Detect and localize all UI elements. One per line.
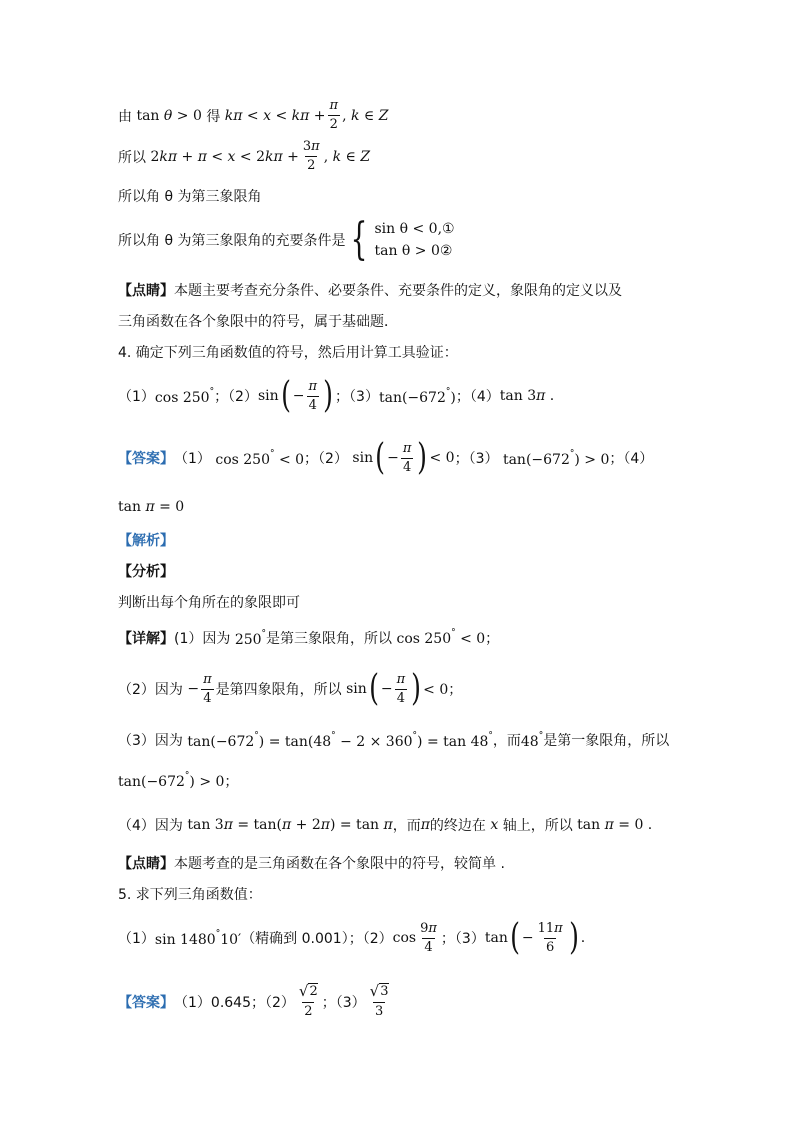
paren: ) xyxy=(323,375,333,416)
math: π xyxy=(420,817,430,833)
detail-tag: 【详解】 xyxy=(118,631,174,647)
text: 是第三象限角，所以 xyxy=(266,631,393,647)
math: sin 1480°10′ xyxy=(154,928,242,948)
text: 所以角 θ 为第三象限角 xyxy=(118,189,262,205)
text: 由 xyxy=(118,108,132,125)
fraction: $\frac{\pi}{2}$ xyxy=(329,98,339,132)
detail-1 xyxy=(118,628,499,648)
sqrt: √ 2 xyxy=(298,982,318,1000)
question-title: 5. 求下列三角函数值： xyxy=(118,887,262,903)
text: 所以 xyxy=(118,149,146,166)
sqrt: √ 3 xyxy=(369,982,389,1000)
brace: { xyxy=(351,214,368,265)
math: tan π = 0 xyxy=(118,499,185,515)
fraction: $\frac{11\pi}{6}$ xyxy=(537,920,563,955)
math: tan(−672°) = tan(48° − 2 × 360°) = tan 48° xyxy=(182,730,493,750)
fraction: $\frac{\pi}{4}$ xyxy=(203,671,212,706)
answer-4: 【答案】 （1） cos 250° < 0 ；（2） sin ( − $\frac{\pi}{4}$ ) < 0 ；（3） tan(−672°) > 0 ；（4） xyxy=(118,437,654,478)
math: tan(−672°) xyxy=(378,386,456,406)
answer-5 xyxy=(118,983,393,1020)
answer-4-line-2 xyxy=(118,499,184,515)
text: （4）因为 xyxy=(118,818,183,834)
math: , k ∈ Z xyxy=(323,148,371,165)
item-label: ；（3） xyxy=(440,931,485,947)
text: 轴上，所以 xyxy=(502,818,573,834)
fenxi-header xyxy=(118,561,174,581)
text: 得 xyxy=(206,108,221,125)
answer-part: （1）0.645；（2） xyxy=(174,994,295,1011)
math: sin xyxy=(341,681,367,697)
question-4-title xyxy=(118,342,458,362)
system-row: tan θ > 0② xyxy=(374,243,453,259)
comment-1 xyxy=(118,280,622,300)
derivation-line-1 xyxy=(118,98,388,133)
comment-text: 本题主要考查充分条件、必要条件、充要条件的定义，象限角的定义以及 xyxy=(174,283,622,299)
detail-3 xyxy=(118,730,669,750)
math: tan(−672°) > 0； xyxy=(118,771,239,790)
math: cos xyxy=(392,930,417,946)
paren: ( xyxy=(368,668,379,709)
comment-text: 三角函数在各个象限中的符号，属于基础题． xyxy=(118,314,398,330)
paren: ( xyxy=(375,437,386,478)
answer-part: ；（4） xyxy=(609,451,654,467)
text: （3）因为 xyxy=(118,733,183,749)
math: 2kπ + π < x < 2kπ + xyxy=(146,148,299,165)
analysis-header xyxy=(118,530,174,550)
equation-system xyxy=(374,218,454,262)
text: ，而 xyxy=(492,733,521,749)
math: x xyxy=(485,817,503,833)
item-label: ；（4） xyxy=(455,389,500,405)
question-5-title xyxy=(118,884,262,904)
detail-3-line-2 xyxy=(118,771,238,791)
question-title: 4. 确定下列三角函数值的符号，然后用计算工具验证： xyxy=(118,345,458,361)
math: , k ∈ Z xyxy=(342,107,389,124)
answer-tag: 【答案】 xyxy=(118,994,174,1011)
text: 的终边在 xyxy=(429,818,486,834)
fraction: $\frac{9\pi}{4}$ xyxy=(420,920,437,955)
question-5-items: （1） sin 1480°10′ （精确到 0.001）；（2） cos $\frac{9\pi}{4}$ ；（3） tan ( − $\frac{11\pi}{6}$ ) . xyxy=(118,917,586,958)
comment-1-line-2 xyxy=(118,311,398,331)
fraction: $\frac{\pi}{4}$ xyxy=(396,671,406,706)
question-4-items: （1） cos 250° ；（2） sin ( − $\frac{\pi}{4}$ ) ；（3） tan(−672°) ；（4） tan 3π . xyxy=(118,375,555,416)
fraction: √ 2 2 xyxy=(298,982,318,1019)
derivation-line-4 xyxy=(118,214,455,265)
text: ，而 xyxy=(392,818,421,834)
comment-text: 本题考查的是三角函数在各个象限中的符号，较简单 . xyxy=(174,856,505,872)
paren: ) xyxy=(411,668,422,709)
detail-2: （2）因为 − $\frac{\pi}{4}$ 是第四象限角，所以 sin ( − $\frac{\pi}{4}$ ) < 0； xyxy=(118,668,463,709)
item-label: （精确到 0.001）；（2） xyxy=(241,931,393,947)
math: tan 3π . xyxy=(499,388,555,404)
fenxi-tag: 【分析】 xyxy=(118,564,174,580)
answer-part: ；（3） xyxy=(454,451,499,467)
answer-part: ；（3） xyxy=(321,994,366,1011)
math: < 0 xyxy=(429,450,455,466)
math: cos 250° xyxy=(154,386,215,406)
math: sin xyxy=(257,388,279,404)
math: tan(−672°) > 0 xyxy=(498,448,610,468)
comment-tag: 【点睛】 xyxy=(118,283,174,299)
math: tan θ > 0 xyxy=(132,107,207,124)
item-label: ；（2） xyxy=(214,389,258,405)
system-row: sin θ < 0,① xyxy=(374,221,455,237)
item-label: ；（3） xyxy=(335,389,379,405)
math: kπ < x < kπ + xyxy=(224,107,326,124)
fraction: $\frac{\pi}{4}$ xyxy=(402,440,412,475)
detail-4 xyxy=(118,815,652,835)
fenxi-text xyxy=(118,592,300,612)
paren: ) xyxy=(568,917,579,958)
text: 是第一象限角，所以 xyxy=(543,733,670,749)
comment-tag: 【点睛】 xyxy=(118,856,174,872)
fraction: √ 3 3 xyxy=(369,982,389,1019)
math: tan xyxy=(484,930,508,946)
fraction: $\frac{3\pi}{2}$ xyxy=(302,139,320,173)
math: 250° xyxy=(230,628,267,648)
math: < 0； xyxy=(423,682,463,698)
math: tan 3π = tan(π + 2π) = tan π xyxy=(182,817,393,833)
math: tan π = 0 . xyxy=(572,817,653,833)
answer-part: ；（2） xyxy=(304,451,348,467)
text: （2）因为 xyxy=(118,682,183,698)
derivation-line-3 xyxy=(118,186,261,206)
paren: ( xyxy=(280,375,291,416)
answer-tag: 【答案】 xyxy=(118,451,174,467)
derivation-line-2 xyxy=(118,139,370,174)
comment-2 xyxy=(118,853,505,873)
paren: ) xyxy=(417,437,428,478)
item-label: （1） xyxy=(118,389,155,405)
math: sin xyxy=(347,450,374,466)
fraction: $\frac{\pi}{4}$ xyxy=(308,378,317,413)
answer-part: （1） xyxy=(174,451,211,467)
text: (1）因为 xyxy=(174,631,231,647)
paren: ( xyxy=(509,917,520,958)
text: 是第四象限角，所以 xyxy=(215,682,342,698)
item-label: （1） xyxy=(118,931,155,947)
math: cos 250° < 0； xyxy=(392,628,500,647)
analysis-tag: 【解析】 xyxy=(118,533,174,549)
fenxi-body: 判断出每个角所在的象限即可 xyxy=(118,595,300,611)
math: 48° xyxy=(520,730,544,750)
math: cos 250° < 0 xyxy=(210,448,305,468)
text: 所以角 θ 为第三象限角的充要条件是 xyxy=(118,233,346,249)
